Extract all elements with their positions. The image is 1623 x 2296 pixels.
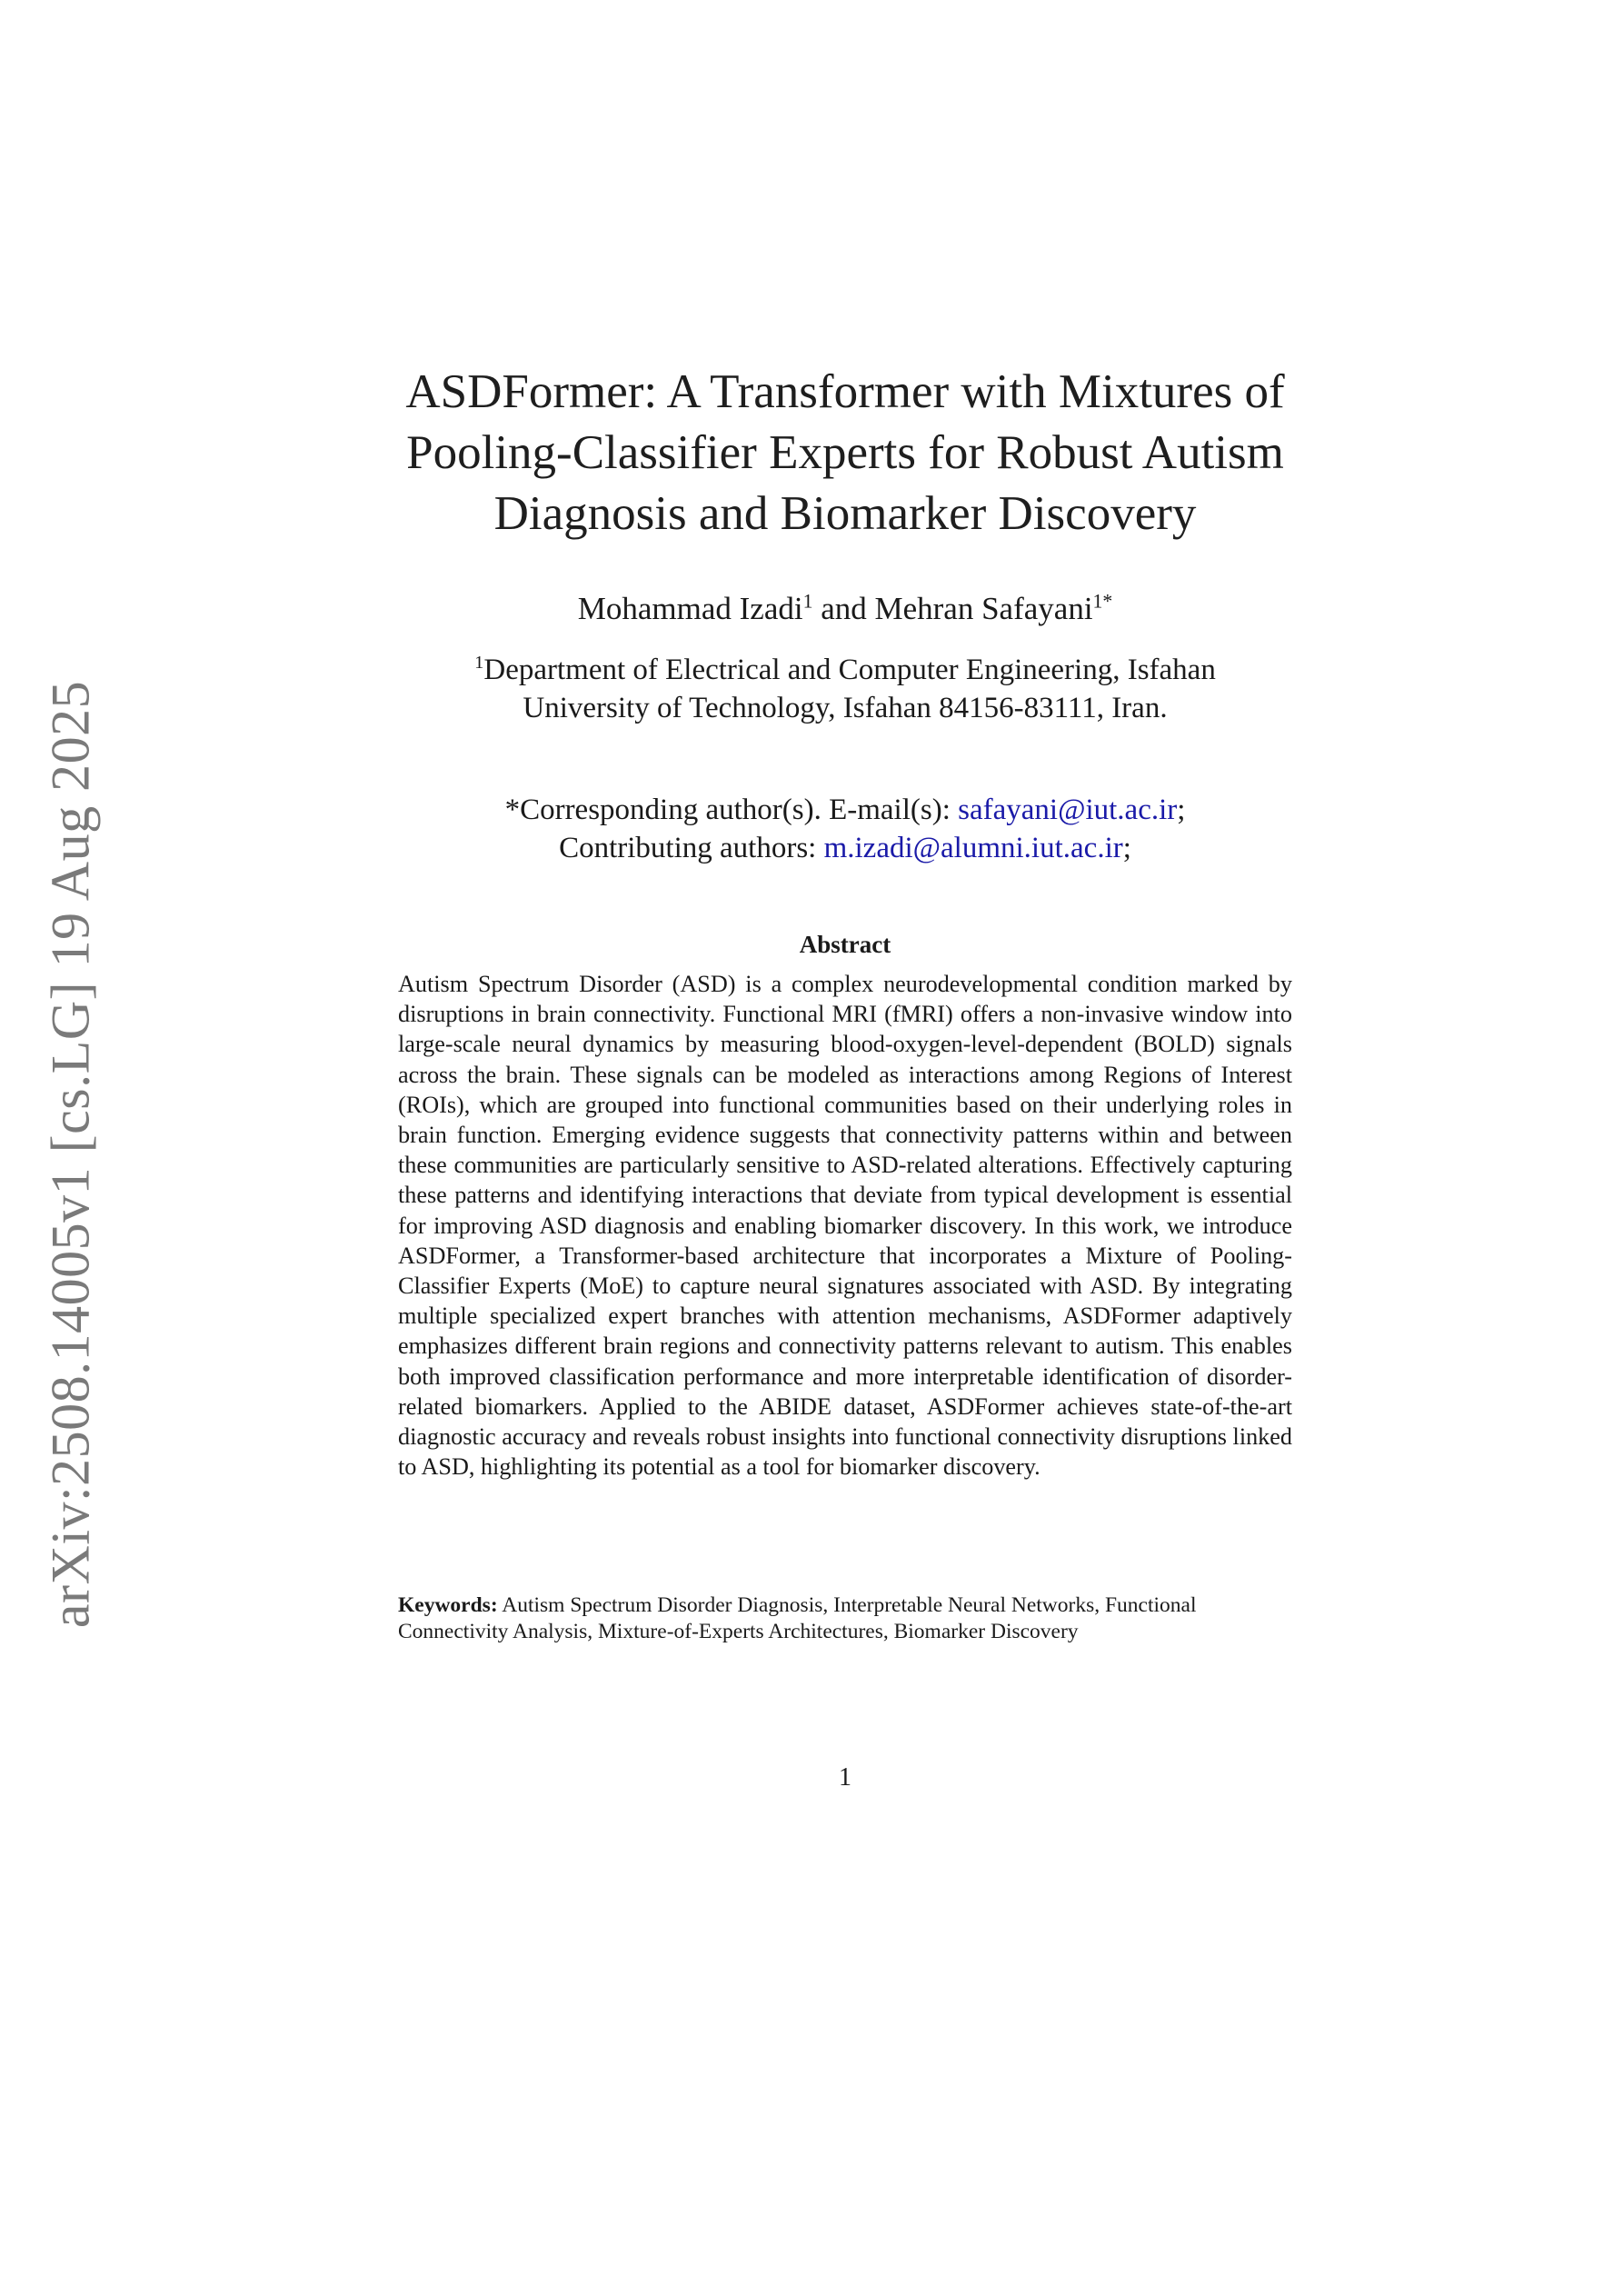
corresponding-label: *Corresponding author(s). E-mail(s): [504, 794, 951, 826]
abstract-heading: Abstract [799, 931, 891, 958]
corresponding-author-line [345, 791, 1345, 829]
keywords-label: Keywords: [398, 1593, 498, 1617]
title-line: ASDFormer: A Transformer with Mixtures of [405, 365, 1285, 418]
corresponding-email-link[interactable]: safayani@iut.ac.ir [958, 794, 1178, 826]
keywords-text: Autism Spectrum Disorder Diagnosis, Interpretable Neural Networks, Functional Connectivity Analysis, Mixture-of-Experts Architectures, Biomarker Discovery [398, 1593, 1197, 1643]
page-number: 1 [839, 1763, 851, 1792]
arxiv-identifier: arXiv:2508.14005v1 [cs.LG] 19 Aug 2025 [40, 680, 101, 1629]
separator: ; [1177, 794, 1186, 826]
author-conjunction: and [821, 591, 867, 626]
affiliation-line: University of Technology, Isfahan 84156-83111, Iran. [523, 692, 1168, 724]
paper-title [345, 362, 1345, 544]
contributing-authors-line [345, 829, 1345, 867]
affiliation-line [345, 651, 1345, 689]
contributing-email-link[interactable]: m.izadi@alumni.iut.ac.ir [823, 832, 1123, 864]
title-line: Diagnosis and Biomarker Discovery [493, 487, 1197, 540]
author-name: Mohammad Izadi [577, 591, 803, 626]
author-name: Mehran Safayani [874, 591, 1093, 626]
title-line: Pooling-Classifier Experts for Robust Autism [406, 426, 1284, 479]
abstract-text: Autism Spectrum Disorder (ASD) is a complex neurodevelopmental condition marked by disruptions in brain connectivity. Functional MRI (fMRI) offers a non-invasive window into large-scale neural dynamics by measuring blood-oxygen-level-dependent (BOLD) signals across the brain. These signals can be modeled as interactions among Regions of Interest (ROIs), which are grouped into functional communities based on their underlying roles in brain function. Emerging evidence suggests that connectivity patterns within and between these communities are particularly sensitive to ASD-related alterations. Effectively capturing these patterns and identifying interactions that deviate from typical development is essential for improving ASD diagnosis and enabling biomarker discovery. In this work, we introduce ASDFormer, a Transformer-based architecture that incorporates a Mixture of Pooling-Classifier Experts (MoE) to capture neural signatures associated with ASD. By integrating multiple specialized expert branches with attention mechanisms, ASDFormer adaptively emphasizes different brain regions and connectivity patterns relevant to autism. This enables both improved classification performance and more interpretable identification of disorder-related biomarkers. Applied to the ABIDE dataset, ASDFormer achieves state-of-the-art diagnostic accuracy and reveals robust insights into functional connectivity disruptions linked to ASD, highlighting its potential as a tool for biomarker discovery. [398, 971, 1292, 1481]
affiliation-text: Department of Electrical and Computer Engineering, Isfahan [483, 654, 1216, 686]
contributing-label: Contributing authors: [559, 832, 817, 864]
keywords-block [398, 1592, 1292, 1645]
separator: ; [1122, 832, 1131, 864]
author-list [345, 589, 1345, 629]
affiliation-marker: 1 [802, 590, 813, 613]
affiliation-marker: 1* [1092, 590, 1113, 613]
affiliation [345, 651, 1345, 727]
correspondence-block [345, 791, 1345, 867]
affiliation-marker: 1 [474, 653, 484, 673]
